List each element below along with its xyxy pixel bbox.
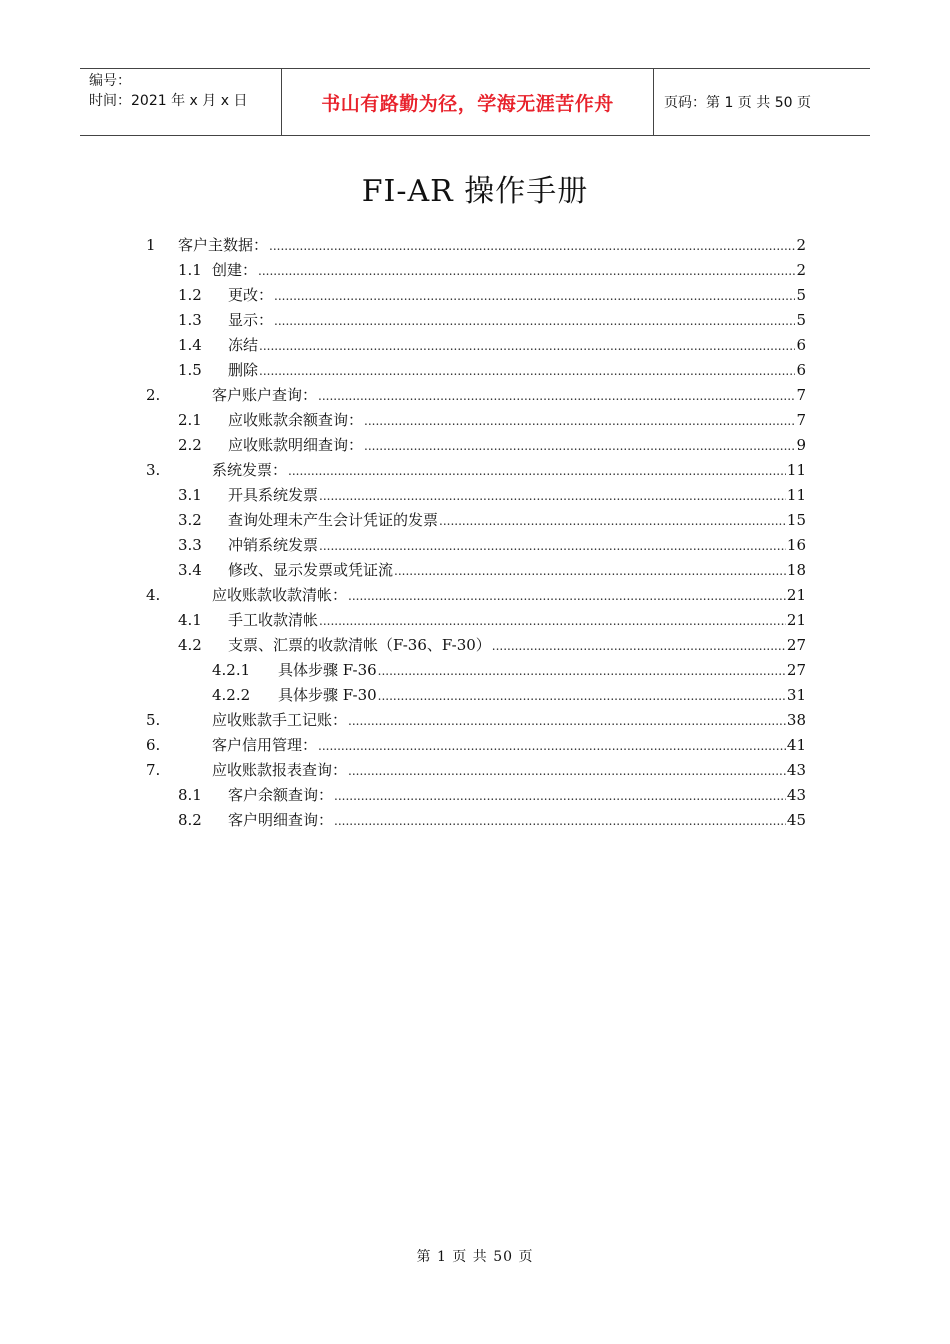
toc-leader-dots — [334, 811, 786, 831]
toc-entry-number: 4.2 — [178, 636, 202, 654]
toc-entry-page: 6 — [796, 361, 806, 379]
toc-entry-label: 应收账款余额查询： — [228, 411, 364, 429]
toc-entry[interactable] — [146, 735, 806, 755]
toc-entry-label: 客户账户查询： — [212, 386, 318, 404]
toc-entry-number: 1 — [146, 236, 156, 254]
toc-entry-number: 5. — [146, 711, 161, 729]
toc-entry-label: 具体步骤 F-36 — [278, 661, 377, 679]
toc-entry[interactable] — [178, 310, 806, 330]
toc-entry-number: 3.4 — [178, 561, 202, 579]
toc-entry-number: 3.2 — [178, 511, 202, 529]
toc-leader-dots — [364, 411, 795, 431]
toc-entry-number: 4.2.1 — [212, 661, 251, 679]
toc-leader-dots — [492, 636, 786, 656]
toc-entry-number: 1.2 — [178, 286, 202, 304]
toc-leader-dots — [348, 711, 786, 731]
page-header — [80, 68, 870, 136]
toc-leader-dots — [334, 786, 786, 806]
toc-entry-label: 应收账款明细查询： — [228, 436, 364, 454]
toc-entry-label: 查询处理未产生会计凭证的发票 — [228, 511, 439, 529]
toc-entry-number: 3.3 — [178, 536, 202, 554]
header-page-info: 页码：第 1 页 共 50 页 — [664, 95, 811, 111]
toc-entry-label: 修改、显示发票或凭证流 — [228, 561, 394, 579]
toc-entry[interactable] — [178, 360, 806, 380]
toc-leader-dots — [378, 686, 786, 706]
toc-entry-label: 支票、汇票的收款清帐（F-36、F-30） — [228, 636, 491, 654]
toc-entry-label: 应收账款报表查询： — [212, 761, 348, 779]
toc-entry-page: 18 — [786, 561, 806, 579]
toc-leader-dots — [364, 436, 795, 456]
toc-leader-dots — [274, 286, 795, 306]
toc-entry-page: 5 — [796, 311, 806, 329]
toc-entry-label: 应收账款手工记账： — [212, 711, 348, 729]
toc-entry-number: 4.1 — [178, 611, 202, 629]
toc-leader-dots — [258, 261, 795, 281]
toc-entry[interactable] — [178, 335, 806, 355]
toc-entry[interactable] — [146, 385, 806, 405]
toc-entry-number: 2. — [146, 386, 161, 404]
toc-entry-page: 7 — [796, 411, 806, 429]
toc-leader-dots — [269, 236, 795, 256]
toc-entry[interactable] — [212, 660, 806, 680]
toc-entry-label: 客户主数据： — [178, 236, 269, 254]
toc-entry[interactable] — [146, 710, 806, 730]
toc-entry[interactable] — [146, 760, 806, 780]
toc-entry-page: 9 — [796, 436, 806, 454]
toc-entry-label: 删除 — [228, 361, 259, 379]
toc-leader-dots — [259, 361, 795, 381]
toc-entry-number: 6. — [146, 736, 161, 754]
toc-entry-number: 8.1 — [178, 786, 202, 804]
toc-entry[interactable] — [146, 460, 806, 480]
toc-entry-page: 43 — [786, 761, 806, 779]
toc-entry[interactable] — [178, 485, 806, 505]
toc-entry[interactable] — [146, 235, 806, 255]
page-footer: 第 1 页 共 50 页 — [416, 1249, 534, 1265]
toc-entry-label: 显示： — [228, 311, 274, 329]
toc-entry-number: 4.2.2 — [212, 686, 251, 704]
toc-entry-page: 7 — [796, 386, 806, 404]
toc-entry[interactable] — [178, 635, 806, 655]
toc-entry-number: 1.5 — [178, 361, 202, 379]
toc-leader-dots — [394, 561, 786, 581]
serial-number-label: 编号： — [89, 73, 131, 89]
toc-entry-label: 具体步骤 F-30 — [278, 686, 377, 704]
toc-entry-page: 31 — [786, 686, 806, 704]
toc-leader-dots — [319, 486, 786, 506]
toc-entry-page: 2 — [796, 261, 806, 279]
toc-entry-number: 2.2 — [178, 436, 202, 454]
document-title: FI-AR 操作手册 — [361, 174, 589, 209]
toc-leader-dots — [348, 586, 786, 606]
toc-entry-page: 2 — [796, 236, 806, 254]
toc-entry[interactable] — [178, 560, 806, 580]
toc-entry-page: 38 — [786, 711, 806, 729]
toc-leader-dots — [259, 336, 795, 356]
toc-leader-dots — [319, 611, 786, 631]
toc-entry[interactable] — [178, 285, 806, 305]
toc-entry-label: 应收账款收款清帐： — [212, 586, 348, 604]
toc-entry-page: 5 — [796, 286, 806, 304]
toc-entry[interactable] — [178, 785, 806, 805]
toc-entry-page: 15 — [786, 511, 806, 529]
toc-entry-number: 2.1 — [178, 411, 202, 429]
toc-entry-label: 客户明细查询： — [228, 811, 334, 829]
toc-entry-number: 3. — [146, 461, 161, 479]
toc-leader-dots — [288, 461, 786, 481]
toc-entry[interactable] — [178, 510, 806, 530]
toc-entry-label: 创建： — [212, 261, 258, 279]
toc-entry-number: 7. — [146, 761, 161, 779]
toc-leader-dots — [318, 736, 786, 756]
time-label: 时间：2021 年 x 月 x 日 — [89, 93, 248, 109]
toc-entry-label: 更改： — [228, 286, 274, 304]
toc-leader-dots — [378, 661, 786, 681]
toc-entry[interactable] — [178, 610, 806, 630]
toc-entry[interactable] — [178, 410, 806, 430]
toc-entry-page: 45 — [786, 811, 806, 829]
toc-leader-dots — [348, 761, 786, 781]
toc-entry-page: 43 — [786, 786, 806, 804]
toc-entry-number: 1.3 — [178, 311, 202, 329]
toc-entry-label: 客户余额查询： — [228, 786, 334, 804]
toc-entry-page: 11 — [786, 486, 806, 504]
toc-entry-number: 4. — [146, 586, 161, 604]
toc-leader-dots — [274, 311, 795, 331]
toc-entry-page: 21 — [786, 611, 806, 629]
toc-entry[interactable] — [178, 435, 806, 455]
toc-entry-page: 6 — [796, 336, 806, 354]
toc-leader-dots — [318, 386, 795, 406]
toc-entry-label: 系统发票： — [212, 461, 288, 479]
toc-entry-label: 开具系统发票 — [228, 486, 319, 504]
header-meta — [80, 69, 281, 135]
toc-entry-label: 客户信用管理： — [212, 736, 318, 754]
toc-entry-label: 冻结 — [228, 336, 259, 354]
toc-leader-dots — [319, 536, 786, 556]
toc-entry-page: 11 — [786, 461, 806, 479]
toc-entry-label: 手工收款清帐 — [228, 611, 319, 629]
toc-entry-number: 1.1 — [178, 261, 202, 279]
toc-leader-dots — [439, 511, 786, 531]
toc-entry-page: 27 — [786, 636, 806, 654]
toc-entry[interactable] — [212, 685, 806, 705]
toc-entry-label: 冲销系统发票 — [228, 536, 319, 554]
toc-entry-page: 21 — [786, 586, 806, 604]
toc-entry[interactable] — [178, 535, 806, 555]
toc-entry[interactable] — [178, 810, 806, 830]
toc-entry-page: 41 — [786, 736, 806, 754]
toc-entry[interactable] — [178, 260, 806, 280]
toc-entry-number: 3.1 — [178, 486, 202, 504]
header-motto-cell — [281, 69, 654, 135]
toc-entry-number: 8.2 — [178, 811, 202, 829]
toc-entry-page: 16 — [786, 536, 806, 554]
toc-entry[interactable] — [146, 585, 806, 605]
toc-entry-page: 27 — [786, 661, 806, 679]
toc-entry-number: 1.4 — [178, 336, 202, 354]
header-motto: 书山有路勤为径，学海无涯苦作舟 — [321, 92, 614, 115]
